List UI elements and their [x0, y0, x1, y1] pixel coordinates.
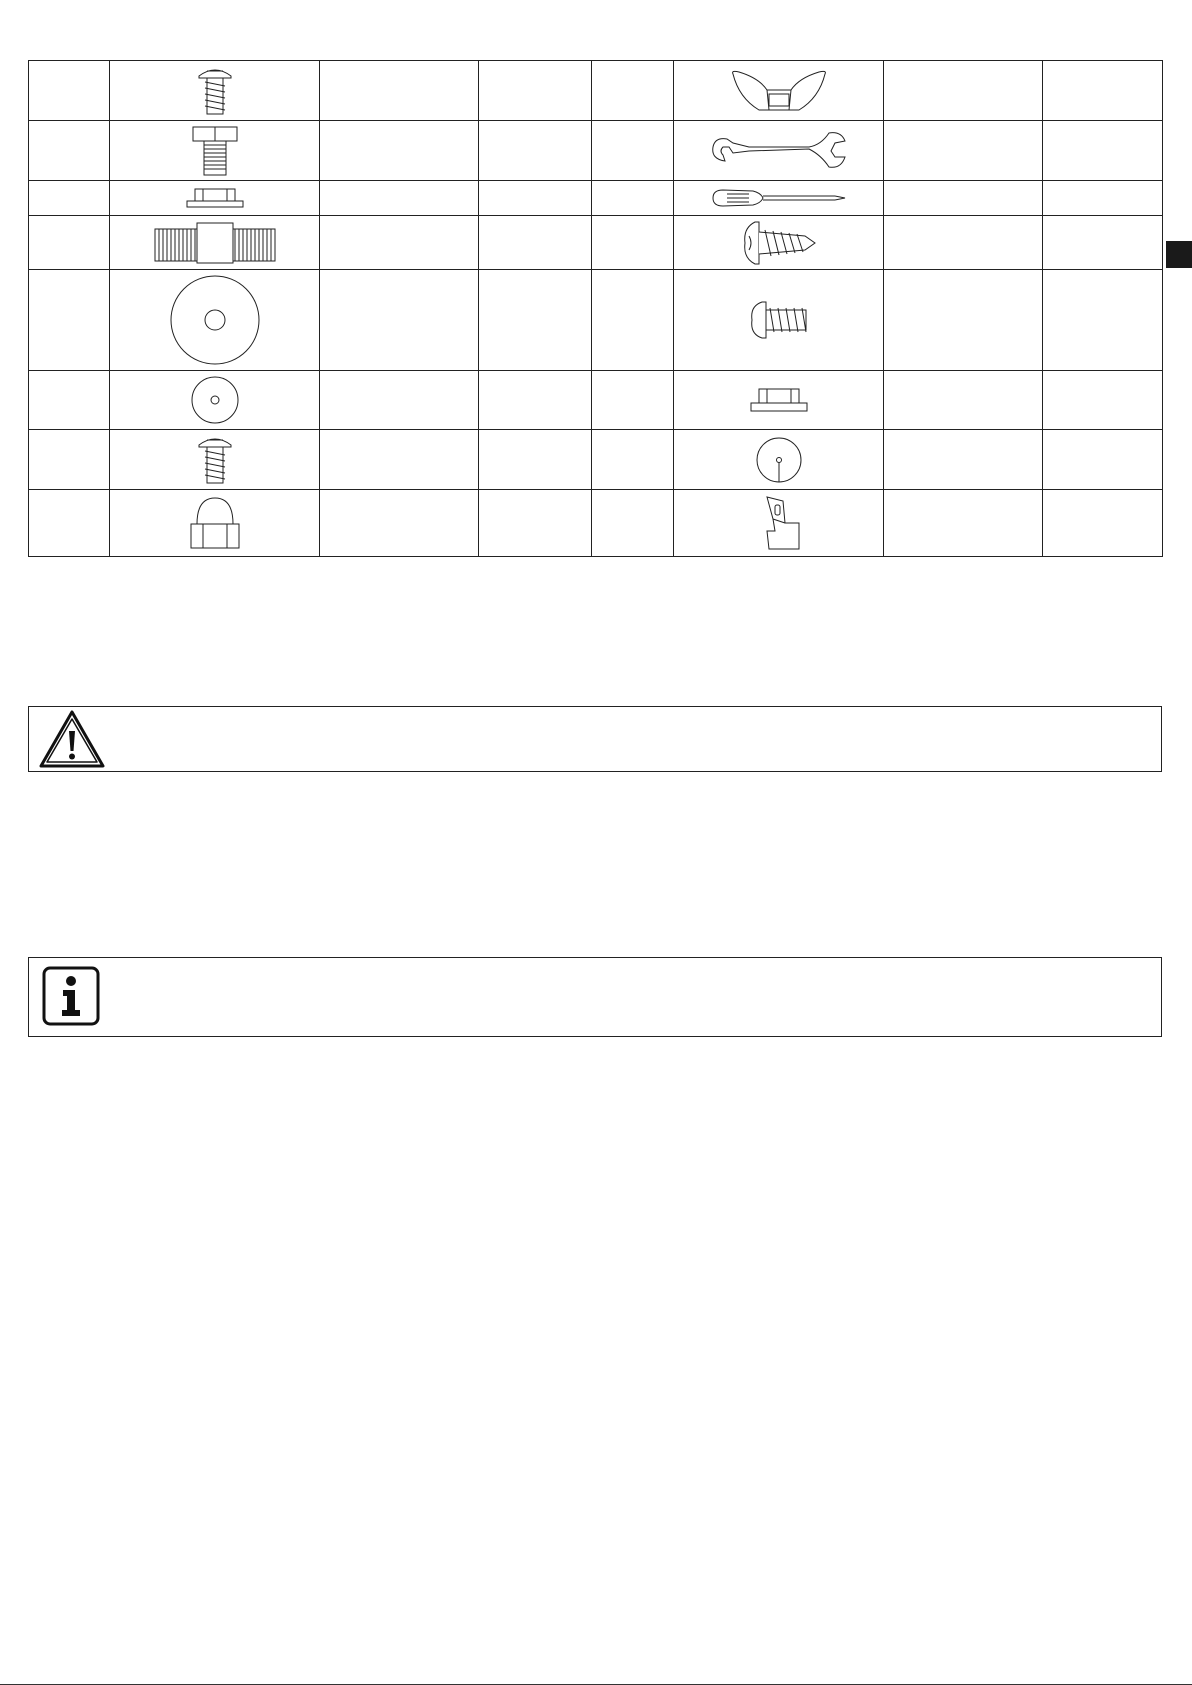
cell-quantity: [479, 430, 592, 490]
part-image-cell: [110, 430, 320, 490]
cell-number: [29, 371, 110, 430]
cell-quantity: [479, 181, 592, 216]
cell-description: [320, 270, 479, 371]
cell-number: [592, 216, 674, 270]
truss-head-screw-icon: [748, 298, 810, 342]
part-image-cell: [110, 216, 320, 270]
cell-number: [592, 490, 674, 557]
cell-number: [592, 270, 674, 371]
info-icon: [42, 966, 100, 1026]
parts-table: [28, 60, 1163, 557]
section-marker: [1166, 241, 1192, 268]
pan-head-screw-icon: [193, 64, 237, 118]
cell-description: [884, 490, 1043, 557]
cell-description: [320, 430, 479, 490]
screwdriver-icon: [709, 187, 849, 209]
part-image-cell: [110, 270, 320, 371]
part-image-cell: [674, 181, 884, 216]
table-row: [29, 121, 1163, 181]
cell-quantity: [1043, 490, 1163, 557]
warning-box: [28, 706, 1162, 772]
cell-quantity: [479, 490, 592, 557]
part-image-cell: [674, 61, 884, 121]
info-box: [28, 957, 1162, 1037]
flange-nut-icon: [749, 387, 809, 413]
open-end-wrench-icon: [709, 129, 849, 173]
cell-quantity: [1043, 270, 1163, 371]
cell-quantity: [1043, 216, 1163, 270]
cell-description: [884, 121, 1043, 181]
table-row: [29, 181, 1163, 216]
threaded-coupling-icon: [153, 221, 277, 265]
part-image-cell: [674, 430, 884, 490]
pan-head-screw-icon: [193, 433, 237, 487]
cell-description: [320, 121, 479, 181]
warning-triangle-icon: [38, 709, 106, 769]
table-row: [29, 371, 1163, 430]
part-image-cell: [674, 216, 884, 270]
part-image-cell: [674, 371, 884, 430]
table-row: [29, 490, 1163, 557]
cell-description: [320, 371, 479, 430]
cell-quantity: [479, 216, 592, 270]
cell-description: [320, 181, 479, 216]
cell-quantity: [479, 121, 592, 181]
cell-number: [29, 121, 110, 181]
cell-quantity: [1043, 371, 1163, 430]
part-image-cell: [110, 371, 320, 430]
table-row: [29, 270, 1163, 371]
part-image-cell: [674, 270, 884, 371]
cell-number: [592, 181, 674, 216]
round-cap-icon: [754, 435, 804, 485]
large-washer-icon: [169, 274, 261, 366]
table-row: [29, 430, 1163, 490]
cell-number: [592, 61, 674, 121]
cell-quantity: [479, 61, 592, 121]
cell-number: [29, 430, 110, 490]
cell-description: [884, 181, 1043, 216]
part-image-cell: [674, 490, 884, 557]
cell-description: [320, 216, 479, 270]
small-washer-icon: [190, 375, 240, 425]
cell-number: [592, 371, 674, 430]
part-image-cell: [674, 121, 884, 181]
cap-nut-icon: [189, 494, 241, 552]
cell-description: [884, 61, 1043, 121]
table-row: [29, 61, 1163, 121]
part-image-cell: [110, 121, 320, 181]
part-image-cell: [110, 490, 320, 557]
flange-nut-icon: [185, 187, 245, 209]
cell-number: [592, 430, 674, 490]
table-row: [29, 216, 1163, 270]
cell-quantity: [479, 371, 592, 430]
part-image-cell: [110, 181, 320, 216]
cell-number: [29, 216, 110, 270]
cell-quantity: [1043, 430, 1163, 490]
part-image-cell: [110, 61, 320, 121]
cell-description: [884, 270, 1043, 371]
cell-quantity: [479, 270, 592, 371]
cell-quantity: [1043, 61, 1163, 121]
cell-number: [592, 121, 674, 181]
hex-bolt-icon: [190, 125, 240, 177]
cell-description: [884, 371, 1043, 430]
cell-number: [29, 181, 110, 216]
cell-quantity: [1043, 181, 1163, 216]
cell-description: [320, 490, 479, 557]
cell-quantity: [1043, 121, 1163, 181]
wing-nut-icon: [729, 68, 829, 114]
cell-description: [884, 430, 1043, 490]
cell-number: [29, 61, 110, 121]
cell-description: [320, 61, 479, 121]
self-tapping-screw-icon: [741, 218, 817, 268]
mounting-bracket-icon: [755, 493, 803, 553]
cell-number: [29, 490, 110, 557]
cell-description: [884, 216, 1043, 270]
cell-number: [29, 270, 110, 371]
